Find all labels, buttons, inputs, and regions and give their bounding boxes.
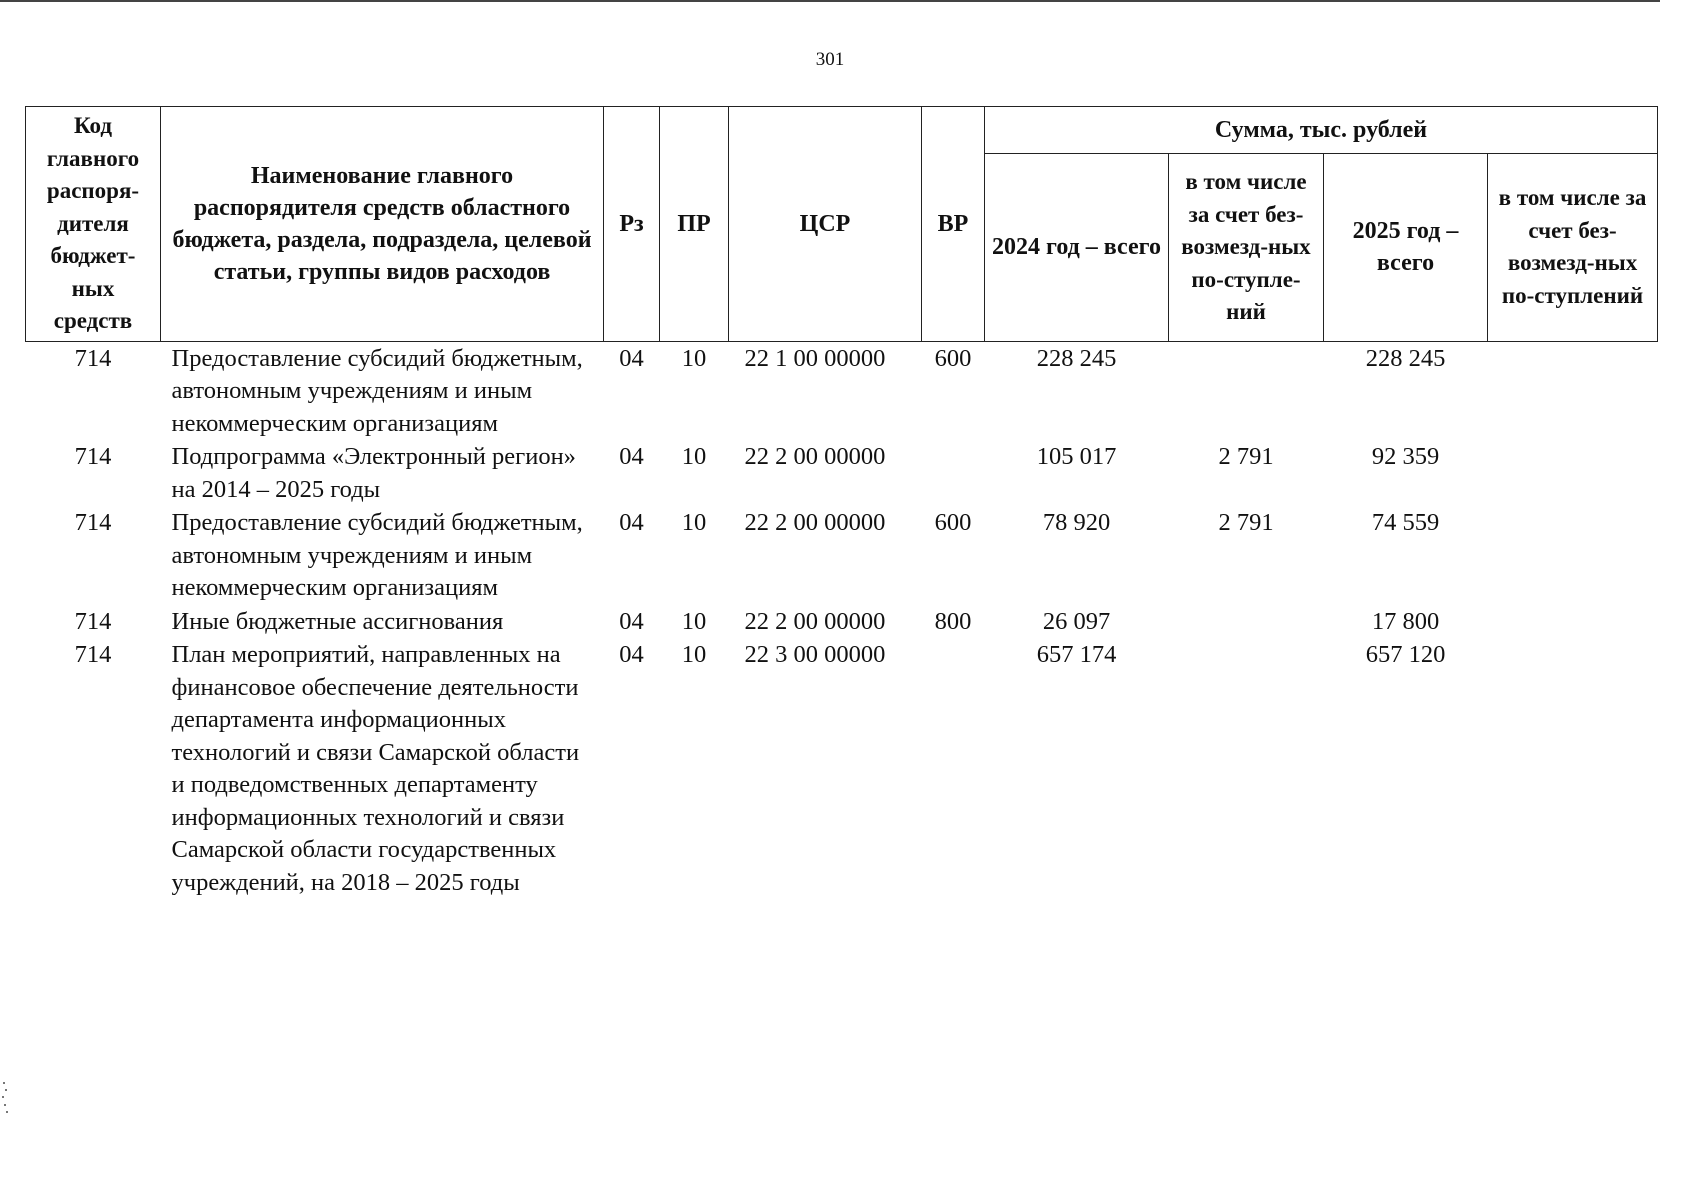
header-pr: ПР [660, 107, 729, 342]
header-2024-grants: в том числе за счет без-возмезд-ных по-ступле-ний [1169, 154, 1324, 341]
header-name: Наименование главного распорядителя средств областного бюджета, раздела, подраздела, целевой статьи, группы видов расходов [161, 107, 604, 342]
cell-code: 714 [74, 607, 112, 635]
header-row-1 [26, 107, 1658, 154]
header-code: Код главного распоря-дителя бюджет-ных средств [26, 107, 161, 342]
budget-sheet [25, 106, 1657, 899]
cell-pr: 10 [681, 344, 707, 372]
table-body [26, 341, 1658, 899]
table-header [26, 107, 1658, 342]
cell-2025-total: 657 120 [1365, 641, 1446, 668]
cell-2024-grants: 2 791 [1218, 509, 1274, 536]
cell-rz: 04 [619, 641, 644, 668]
cell-rz: 04 [619, 344, 644, 372]
cell-csr: 22 3 00 00000 [744, 641, 886, 668]
header-rz: Рз [604, 107, 660, 342]
cell-name: Предоставление субсидий бюджетным, автономным учреждениям и иным некоммерческим организациям [171, 509, 583, 601]
cell-code: 714 [74, 443, 112, 470]
cell-vr: 800 [934, 607, 972, 635]
budget-table [25, 106, 1658, 899]
cell-pr: 10 [681, 607, 707, 635]
cell-vr [922, 440, 985, 506]
header-2025-total: 2025 год – всего [1324, 154, 1488, 341]
cell-2025-total: 228 245 [1365, 344, 1446, 372]
cell-2024-total: 105 017 [1036, 443, 1117, 470]
cell-code: 714 [74, 509, 112, 536]
header-csr: ЦСР [729, 107, 922, 342]
cell-code: 714 [74, 641, 112, 668]
cell-2025-grants [1488, 440, 1658, 506]
table-row [26, 605, 1658, 639]
scan-specks [2, 1080, 8, 1120]
cell-vr: 600 [934, 509, 972, 536]
header-2025-grants: в том числе за счет без-возмезд-ных по-ступлений [1488, 154, 1658, 341]
cell-csr: 22 2 00 00000 [744, 443, 886, 470]
cell-2024-total: 657 174 [1036, 641, 1117, 668]
cell-2025-grants [1488, 638, 1658, 899]
table-row [26, 638, 1658, 899]
cell-name: Предоставление субсидий бюджетным, автономным учреждениям и иным некоммерческим организациям [171, 344, 583, 437]
cell-2025-total: 92 359 [1371, 443, 1440, 470]
table-row [26, 506, 1658, 605]
cell-2025-grants [1488, 341, 1658, 440]
cell-2024-total: 228 245 [1036, 344, 1117, 372]
cell-rz: 04 [619, 607, 644, 635]
page-number: 301 [815, 49, 845, 70]
cell-2025-grants [1488, 605, 1658, 639]
cell-csr: 22 2 00 00000 [744, 509, 886, 536]
cell-code: 714 [74, 344, 112, 372]
header-sum: Сумма, тыс. рублей [985, 107, 1658, 154]
table-row [26, 341, 1658, 440]
cell-vr: 600 [934, 344, 972, 372]
cell-2024-grants [1169, 638, 1324, 899]
cell-rz: 04 [619, 509, 644, 536]
cell-name: Иные бюджетные ассигнования [171, 607, 504, 635]
cell-2024-total: 26 097 [1042, 607, 1111, 635]
cell-2025-total: 74 559 [1371, 509, 1440, 536]
cell-pr: 10 [681, 641, 707, 668]
cell-2025-total: 17 800 [1371, 607, 1440, 635]
cell-vr [922, 638, 985, 899]
cell-pr: 10 [681, 509, 707, 536]
cell-name: Подпрограмма «Электронный регион» на 2014 – 2025 годы [171, 443, 576, 503]
cell-2024-total: 78 920 [1042, 509, 1111, 536]
cell-csr: 22 1 00 00000 [744, 344, 886, 372]
top-rule [0, 0, 1660, 2]
cell-2024-grants [1169, 605, 1324, 639]
cell-2024-grants: 2 791 [1218, 443, 1274, 470]
cell-2025-grants [1488, 506, 1658, 605]
table-row [26, 440, 1658, 506]
cell-csr: 22 2 00 00000 [744, 607, 886, 635]
cell-rz: 04 [619, 443, 644, 470]
header-vr: ВР [922, 107, 985, 342]
cell-name: План мероприятий, направленных на финансовое обеспечение деятельности департамента информационных технологий и связи Самарской области и подведомственных департаменту информационных технологий и связи Самарской области государственных учреждений, на 2018 – 2025 годы [171, 641, 580, 896]
cell-2024-grants [1169, 341, 1324, 440]
cell-pr: 10 [681, 443, 707, 470]
header-2024-total: 2024 год – всего [985, 154, 1169, 341]
